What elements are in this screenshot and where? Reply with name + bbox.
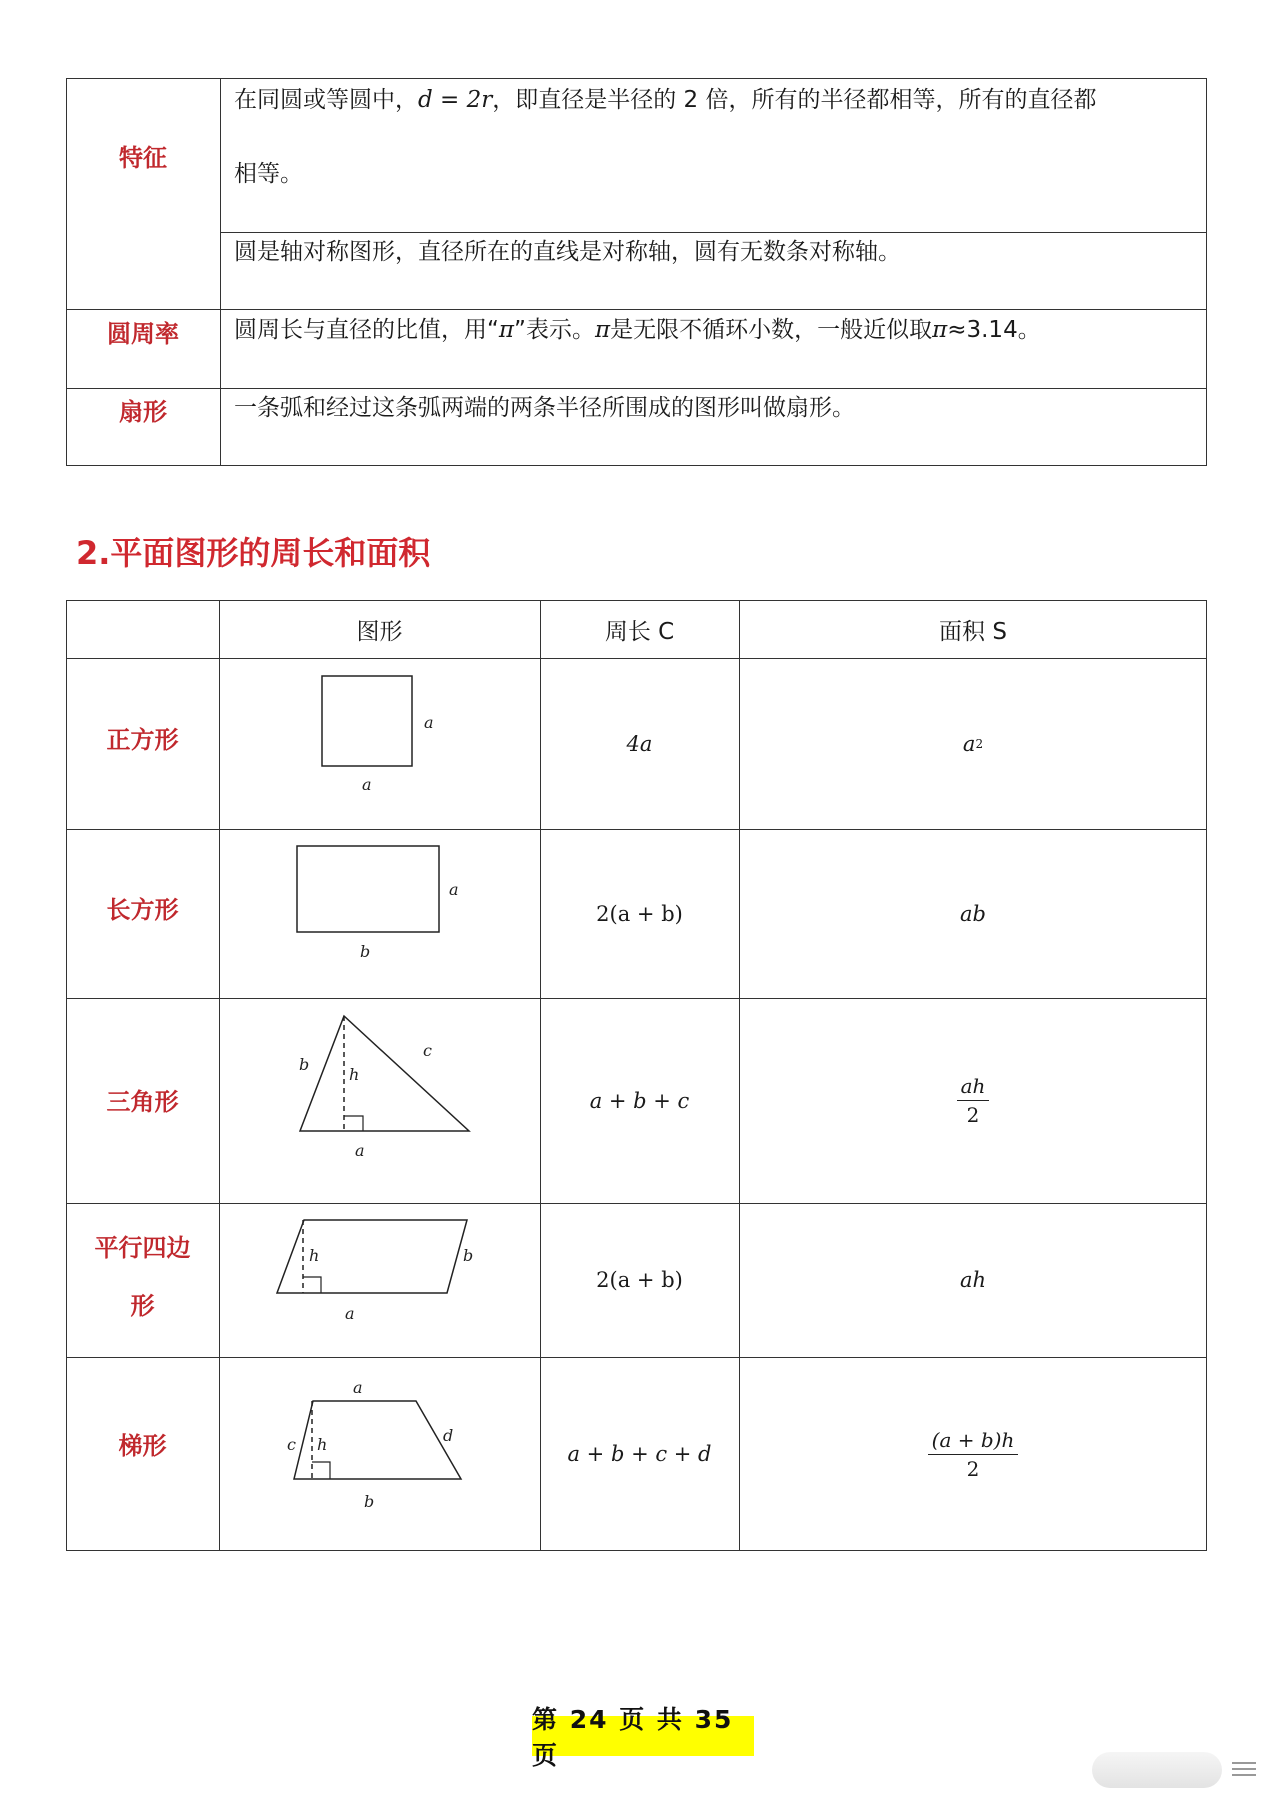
square-perimeter: 4a (626, 731, 653, 756)
svg-text:b: b (360, 942, 371, 961)
svg-text:b: b (364, 1492, 375, 1511)
menu-icon[interactable] (1232, 1762, 1256, 1780)
triangle-area (739, 998, 1207, 1203)
features-line3: 圆是轴对称图形，直径所在的直线是对称轴，圆有无数条对称轴。 (234, 239, 901, 265)
svg-text:a: a (424, 713, 434, 732)
row-label-pi: 圆周率 (107, 320, 179, 348)
parallelogram-area: ah (959, 1268, 987, 1292)
shape-name-rectangle: 长方形 (106, 896, 179, 924)
circle-properties-table (66, 78, 1207, 466)
pi-definition: 圆周长与直径的比值，用“π”表示。π是无限不循环小数，一般近似取π≈3.14。 (234, 317, 1041, 343)
shape-name-triangle: 三角形 (106, 1088, 179, 1116)
header-area: 面积 S (939, 618, 1007, 645)
shape-name-trapezoid: 梯形 (118, 1432, 167, 1460)
features-line2: 相等。 (234, 161, 303, 187)
triangle-area-fraction: $\frac{ah}{2}$ (957, 1074, 990, 1127)
rectangle-diagram (219, 829, 540, 998)
header-perimeter: 周长 C (604, 618, 675, 645)
page-number: 第 24 页 共 35 页 (532, 1716, 754, 1756)
svg-text:b: b (299, 1055, 310, 1074)
svg-text:a: a (449, 880, 459, 899)
row-label-sector: 扇形 (119, 398, 167, 426)
viewer-toggle[interactable] (1092, 1752, 1222, 1788)
perimeter-area-table (66, 600, 1207, 1551)
trapezoid-area-fraction: $\frac{(a + b)h}{2}$ (928, 1428, 1019, 1481)
section-heading: 2.平面图形的周长和面积 (76, 534, 431, 572)
svg-text:b: b (463, 1246, 474, 1265)
svg-text:h: h (349, 1065, 360, 1084)
svg-text:h: h (317, 1435, 328, 1454)
svg-text:a: a (345, 1304, 355, 1323)
triangle-perimeter: a + b + c (589, 1088, 690, 1113)
trapezoid-area (739, 1357, 1207, 1551)
triangle-diagram (219, 998, 540, 1203)
square-area: a 2 (962, 731, 984, 756)
svg-text:d: d (443, 1426, 454, 1445)
features-line1: 在同圆或等圆中，d = 2r，即直径是半径的 2 倍，所有的半径都相等，所有的直径都 (234, 87, 1097, 113)
parallelogram-perimeter: 2(a + b) (596, 1268, 683, 1292)
svg-text:a: a (355, 1141, 365, 1160)
parallelogram-diagram (219, 1203, 540, 1357)
svg-text:c: c (287, 1435, 296, 1454)
formula-d-2r: d = 2r (418, 87, 493, 113)
trapezoid-diagram (219, 1357, 540, 1551)
svg-text:c: c (423, 1041, 432, 1060)
header-shape: 图形 (356, 618, 403, 645)
svg-text:a: a (362, 775, 372, 794)
shape-name-parallelogram-line2: 形 (130, 1292, 155, 1320)
shape-name-parallelogram-line1: 平行四边 (94, 1234, 191, 1262)
shape-name-square: 正方形 (106, 726, 179, 754)
rectangle-area: ab (960, 901, 986, 926)
svg-text:a: a (353, 1378, 363, 1397)
svg-text:h: h (309, 1246, 320, 1265)
row-label-features: 特征 (119, 144, 167, 172)
trapezoid-perimeter: a + b + c + d (567, 1442, 712, 1466)
square-diagram (219, 658, 540, 829)
rectangle-perimeter: 2(a + b) (596, 901, 683, 926)
sector-definition: 一条弧和经过这条弧两端的两条半径所围成的图形叫做扇形。 (234, 395, 855, 421)
